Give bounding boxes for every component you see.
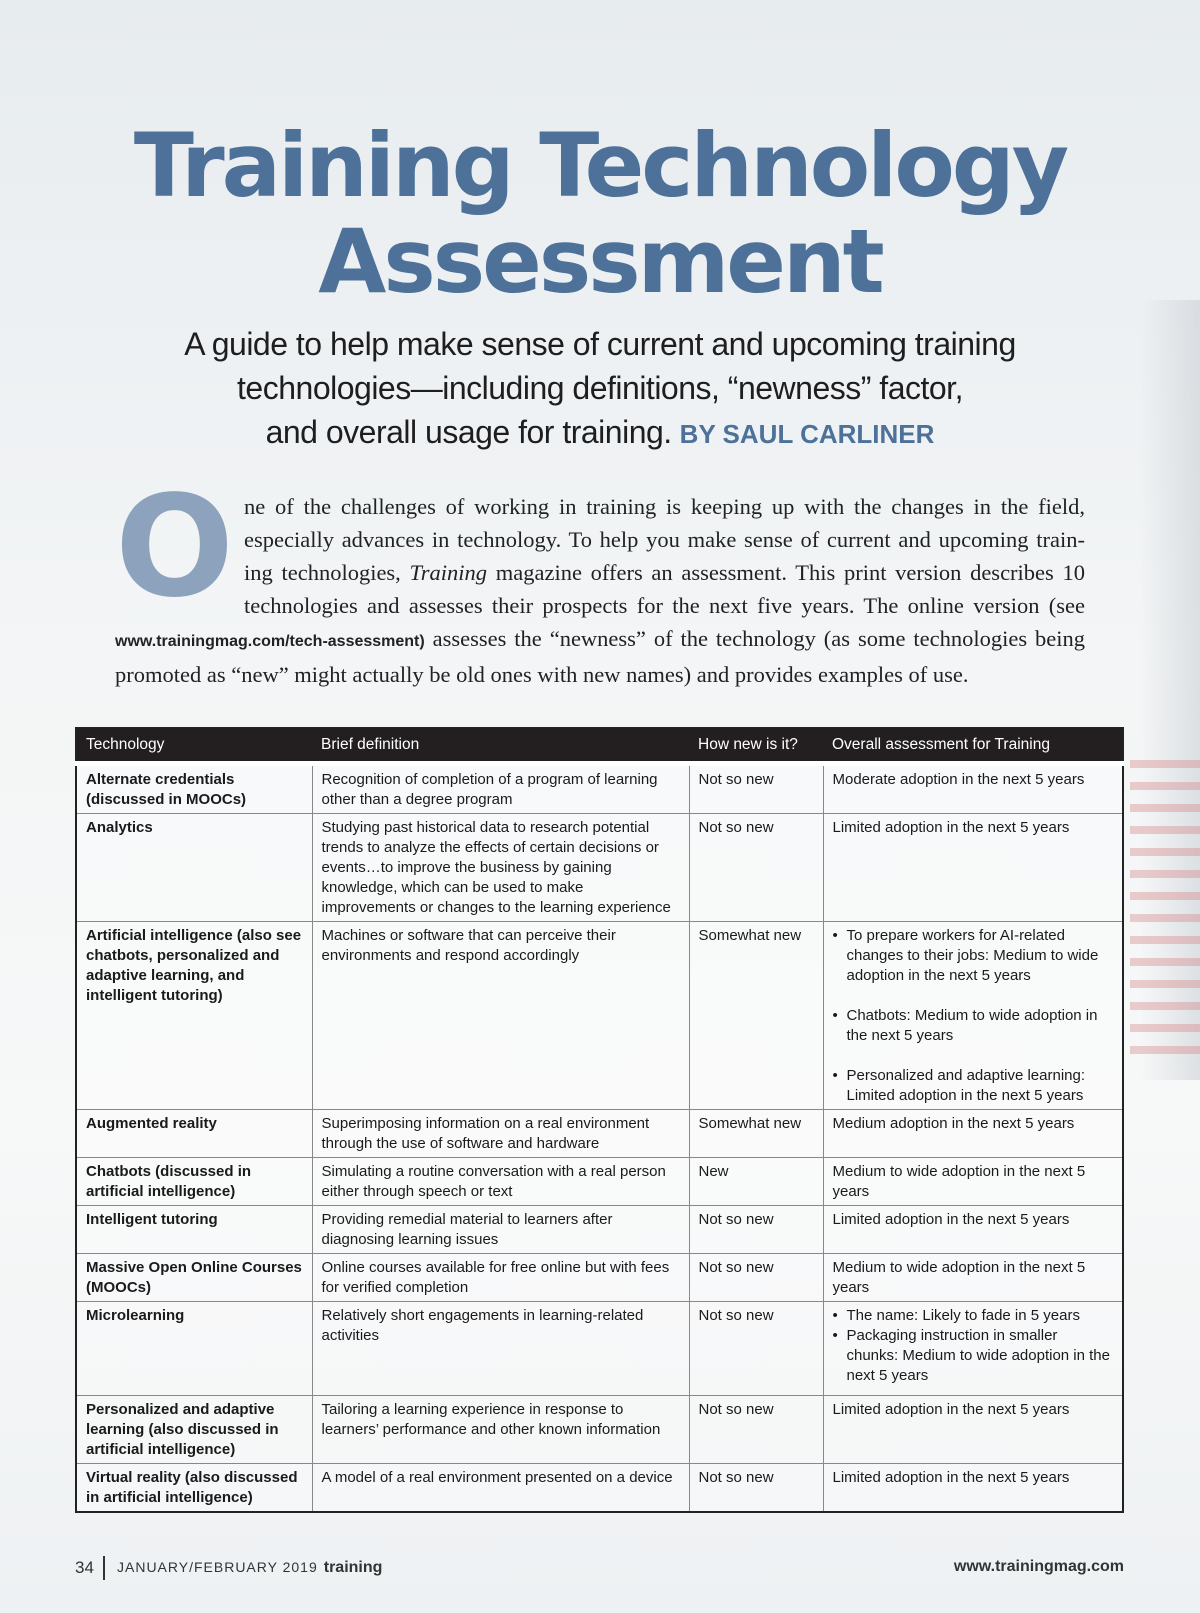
header-newness: How new is it? [689, 728, 823, 764]
page-title [0, 114, 1200, 313]
header-definition: Brief definition [312, 728, 689, 764]
cell-technology: Analytics [76, 814, 312, 922]
cell-technology: Personalized and adaptive learning (also discussed in artificial intelligence) [76, 1396, 312, 1464]
header-technology: Technology [76, 728, 312, 764]
table-row [76, 764, 1123, 814]
cell-newness: Somewhat new [689, 1110, 823, 1158]
page-number: 34 [75, 1558, 94, 1577]
cell-assessment [823, 922, 1123, 1110]
table-row [76, 1254, 1123, 1302]
cell-assessment: Limited adoption in the next 5 years [823, 814, 1123, 922]
cell-definition: Relatively short engagements in learning-related activities [312, 1302, 689, 1396]
table-row [76, 1464, 1123, 1513]
bullet-item: • Personalized and adaptive learning: Limited adoption in the next 5 years [847, 1066, 1114, 1106]
issue-date [117, 1559, 382, 1577]
cell-assessment: Medium adoption in the next 5 years [823, 1110, 1123, 1158]
table-row [76, 1158, 1123, 1206]
cell-newness: Not so new [689, 1396, 823, 1464]
subtitle-line-3: and overall usage for training. [265, 414, 672, 450]
table-header-row [76, 728, 1123, 764]
cell-definition: Machines or software that can perceive their environments and respond accordingly [312, 922, 689, 1110]
cell-definition: Studying past historical data to research potential trends to analyze the effects of certain decisions or events…to improve the business by gaining knowledge, which can be used to make improvements or changes to the learning experience [312, 814, 689, 922]
website-link[interactable]: www.trainingmag.com [953, 1558, 1124, 1575]
cell-newness: Not so new [689, 1302, 823, 1396]
cell-assessment: Limited adoption in the next 5 years [823, 1396, 1123, 1464]
cell-technology: Chatbots (discussed in artificial intelligence) [76, 1158, 312, 1206]
cell-definition: A model of a real environment presented on a device [312, 1464, 689, 1513]
table-row [76, 1206, 1123, 1254]
intro-text-2: magazine offers an assessment. This print version describes 10 technologies and assesses their prospects for the next five years. The online version (see [244, 560, 1085, 618]
cell-assessment: Medium to wide adoption in the next 5 years [823, 1158, 1123, 1206]
cell-technology: Massive Open Online Courses (MOOCs) [76, 1254, 312, 1302]
header-assessment: Overall assessment for Training [823, 728, 1123, 764]
cell-newness: Not so new [689, 1254, 823, 1302]
cell-assessment: Limited adoption in the next 5 years [823, 1206, 1123, 1254]
assessment-bullet-list [833, 1306, 1114, 1386]
intro-text-3: assesses the “newness” of the technology (as some technologies being promoted as “new” might actually be old ones with new names) and provides examples of use. [115, 626, 1085, 687]
title-line-1: Training Technology [133, 114, 1067, 217]
cell-definition: Recognition of completion of a program of learning other than a degree program [312, 764, 689, 814]
cell-assessment [823, 1302, 1123, 1396]
table-row [76, 814, 1123, 922]
intro-paragraph [115, 466, 1085, 691]
cell-newness: Not so new [689, 1206, 823, 1254]
background-flag-stripes [1130, 760, 1200, 1060]
cell-definition: Online courses available for free online but with fees for verified completion [312, 1254, 689, 1302]
cell-definition: Providing remedial material to learners after diagnosing learning issues [312, 1206, 689, 1254]
bullet-item: • Packaging instruction in smaller chunks: Medium to wide adoption in the next 5 years [847, 1326, 1114, 1386]
cell-technology: Intelligent tutoring [76, 1206, 312, 1254]
assessment-bullet-list [833, 926, 1114, 1106]
subtitle [140, 322, 1060, 456]
title-line-2: Assessment [318, 210, 882, 313]
intro-text-1: ne of the challenges of working in training is keeping up with the changes in the field, especially advances in technology. To help you make sense of current and upcoming train-ing technologies, [244, 494, 1085, 585]
table-row [76, 922, 1123, 1110]
drop-cap: O [115, 466, 235, 629]
footer-divider [103, 1556, 105, 1580]
cell-technology: Virtual reality (also discussed in artificial intelligence) [76, 1464, 312, 1513]
cell-assessment: Moderate adoption in the next 5 years [823, 764, 1123, 814]
magazine-name-italic: Training [409, 560, 488, 585]
cell-definition: Simulating a routine conversation with a real person either through speech or text [312, 1158, 689, 1206]
assessment-table [75, 727, 1124, 1513]
cell-newness: Somewhat new [689, 922, 823, 1110]
magazine-name: training [323, 1559, 383, 1576]
cell-newness: New [689, 1158, 823, 1206]
table-row [76, 1302, 1123, 1396]
table-row [76, 1396, 1123, 1464]
cell-assessment: Limited adoption in the next 5 years [823, 1464, 1123, 1513]
table-row [76, 1110, 1123, 1158]
issue-date-text: JANUARY/FEBRUARY 2019 [117, 1559, 318, 1575]
cell-definition: Superimposing information on a real environment through the use of software and hardware [312, 1110, 689, 1158]
cell-definition: Tailoring a learning experience in response to learners’ performance and other known information [312, 1396, 689, 1464]
subtitle-line-1: A guide to help make sense of current and upcoming training [184, 326, 1016, 362]
cell-technology: Augmented reality [76, 1110, 312, 1158]
cell-technology: Microlearning [76, 1302, 312, 1396]
bullet-item: • Chatbots: Medium to wide adoption in the next 5 years [847, 1006, 1114, 1046]
cell-technology: Artificial intelligence (also see chatbots, personalized and adaptive learning, and intelligent tutoring) [76, 922, 312, 1110]
bullet-item: • The name: Likely to fade in 5 years [847, 1306, 1114, 1326]
cell-newness: Not so new [689, 764, 823, 814]
tech-assessment-link[interactable]: www.trainingmag.com/tech-assessment) [115, 633, 425, 650]
cell-assessment: Medium to wide adoption in the next 5 years [823, 1254, 1123, 1302]
cell-newness: Not so new [689, 1464, 823, 1513]
cell-technology: Alternate credentials (discussed in MOOCs) [76, 764, 312, 814]
subtitle-line-2: technologies—including definitions, “newness” factor, [237, 370, 963, 406]
cell-newness: Not so new [689, 814, 823, 922]
page-footer [75, 1558, 1124, 1582]
byline: BY SAUL CARLINER [679, 419, 935, 449]
bullet-item: • To prepare workers for AI-related changes to their jobs: Medium to wide adoption in the next 5 years [847, 926, 1114, 986]
